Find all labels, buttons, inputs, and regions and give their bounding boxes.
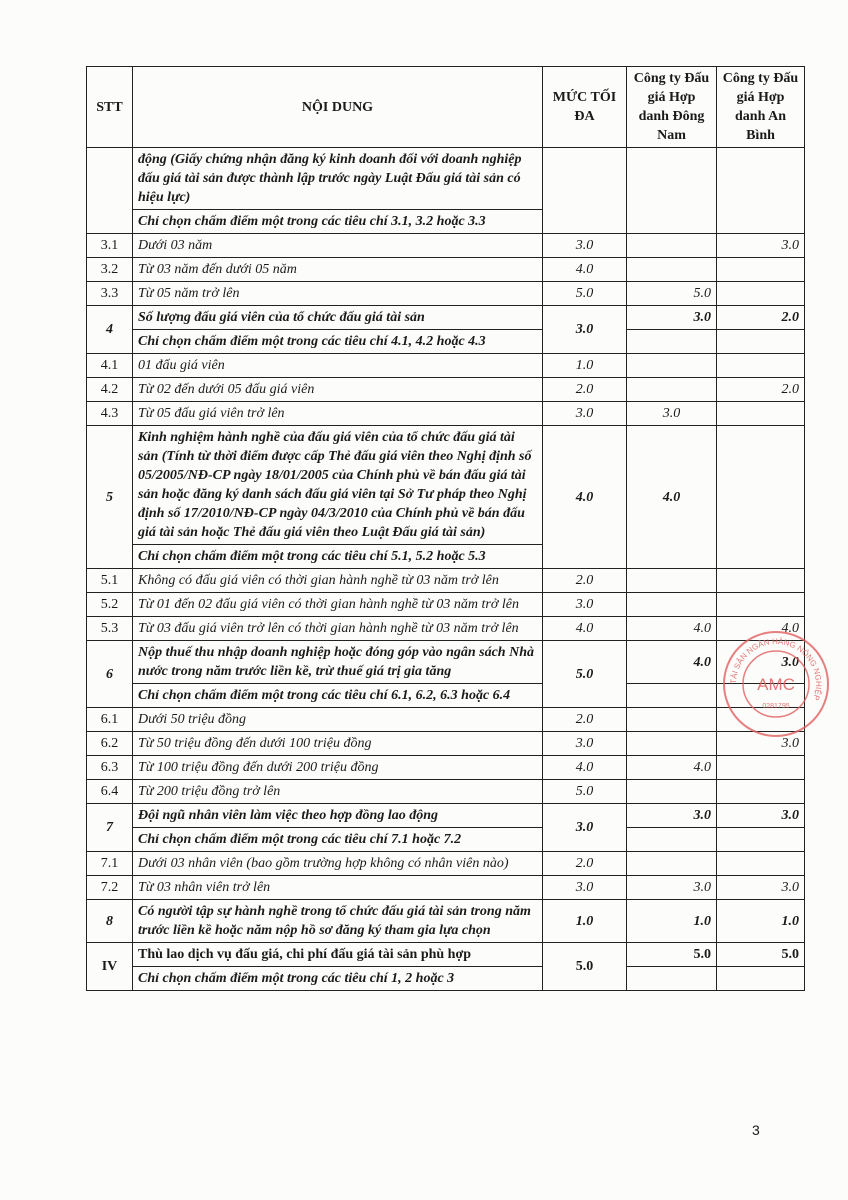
- row-stt: 8: [87, 900, 133, 943]
- table-row: [87, 876, 805, 900]
- row-score-an-binh: 1.0: [717, 900, 805, 943]
- table-row: [87, 378, 805, 402]
- row-score-dong-nam: 5.0: [627, 282, 717, 306]
- criterion-3-note: Chỉ chọn chấm điểm một trong các tiêu chí 3.1, 3.2 hoặc 3.3: [133, 210, 543, 234]
- table-row: [87, 708, 805, 732]
- row-note: Chỉ chọn chấm điểm một trong các tiêu chí 6.1, 6.2, 6.3 hoặc 6.4: [133, 684, 543, 708]
- row-stt: 6.2: [87, 732, 133, 756]
- row-max: 1.0: [543, 900, 627, 943]
- row-score-an-binh: [717, 852, 805, 876]
- table-row: [87, 943, 805, 967]
- row-content: Kinh nghiệm hành nghề của đấu giá viên của tổ chức đấu giá tài sản (Tính từ thời điểm được cấp Thẻ đấu giá viên theo Nghị định số 05/2005/NĐ-CP ngày 18/01/2005 của Chính phủ về bán đấu giá tài sản hoặc đăng ký danh sách đấu giá viên tại Sở Tư pháp theo Nghị định số 17/2010/NĐ-CP ngày 04/3/2010 của Chính phủ về bán đấu giá tài sản hoặc Thẻ đấu giá viên theo Luật Đấu giá tài sản): [133, 426, 543, 545]
- row-content: Có người tập sự hành nghề trong tổ chức đấu giá tài sản trong năm trước liền kề hoặc năm nộp hồ sơ đăng ký tham gia lựa chọn: [133, 900, 543, 943]
- table-row: [87, 402, 805, 426]
- row-stt: 6.3: [87, 756, 133, 780]
- row-max: 5.0: [543, 282, 627, 306]
- row-content: Từ 03 năm đến dưới 05 năm: [133, 258, 543, 282]
- row-content: Số lượng đấu giá viên của tổ chức đấu giá tài sản: [133, 306, 543, 330]
- table-row: [87, 780, 805, 804]
- stamp-logo-text: AMC: [757, 675, 795, 694]
- row-content: Không có đấu giá viên có thời gian hành nghề từ 03 năm trở lên: [133, 569, 543, 593]
- row-score-an-binh: [717, 354, 805, 378]
- row-score-dong-nam: [627, 780, 717, 804]
- row-stt: 6.1: [87, 708, 133, 732]
- row-max: 3.0: [543, 732, 627, 756]
- table-row: [87, 641, 805, 684]
- row-content: Từ 05 đấu giá viên trở lên: [133, 402, 543, 426]
- row-note: Chỉ chọn chấm điểm một trong các tiêu chí 4.1, 4.2 hoặc 4.3: [133, 330, 543, 354]
- row-content: 01 đấu giá viên: [133, 354, 543, 378]
- row-score-an-binh: [717, 708, 805, 732]
- table-row: [87, 330, 805, 354]
- row-stt: 7.1: [87, 852, 133, 876]
- row-score-an-binh: [717, 402, 805, 426]
- row-stt: 3.2: [87, 258, 133, 282]
- row-score-dong-nam: 4.0: [627, 641, 717, 684]
- row-content: Từ 03 đấu giá viên trở lên có thời gian hành nghề từ 03 năm trở lên: [133, 617, 543, 641]
- row-content: Từ 02 đến dưới 05 đấu giá viên: [133, 378, 543, 402]
- table-row: [87, 234, 805, 258]
- row-note: Chỉ chọn chấm điểm một trong các tiêu chí 5.1, 5.2 hoặc 5.3: [133, 545, 543, 569]
- row-score-dong-nam: [627, 708, 717, 732]
- row-score-dong-nam: 4.0: [627, 756, 717, 780]
- row-score-an-binh: 3.0: [717, 804, 805, 828]
- row-stt: IV: [87, 943, 133, 991]
- row-score-dong-nam: 3.0: [627, 804, 717, 828]
- table-row: [87, 148, 805, 210]
- row-score-an-binh: [717, 593, 805, 617]
- table-row: [87, 354, 805, 378]
- row-score-an-binh: 5.0: [717, 943, 805, 967]
- row-max: 3.0: [543, 876, 627, 900]
- scoring-table: [86, 66, 805, 991]
- row-score-an-binh: 4.0: [717, 617, 805, 641]
- row-content: Thù lao dịch vụ đấu giá, chi phí đấu giá tài sản phù hợp: [133, 943, 543, 967]
- row-stt: 6.4: [87, 780, 133, 804]
- row-score-dong-nam: 3.0: [627, 876, 717, 900]
- row-content: Từ 05 năm trở lên: [133, 282, 543, 306]
- row-score-an-binh: 2.0: [717, 378, 805, 402]
- row-max: 3.0: [543, 306, 627, 354]
- row-content: Dưới 03 nhân viên (bao gồm trường hợp không có nhân viên nào): [133, 852, 543, 876]
- row-note: Chỉ chọn chấm điểm một trong các tiêu chí 1, 2 hoặc 3: [133, 967, 543, 991]
- header-content: NỘI DUNG: [133, 67, 543, 148]
- row-score-dong-nam: [627, 732, 717, 756]
- row-max: 5.0: [543, 641, 627, 708]
- table-row: [87, 282, 805, 306]
- row-stt: 3.1: [87, 234, 133, 258]
- row-score-dong-nam: [627, 852, 717, 876]
- row-score-dong-nam: 3.0: [627, 306, 717, 330]
- row-score-dong-nam: 3.0: [627, 402, 717, 426]
- row-stt: 5: [87, 426, 133, 569]
- row-max: 3.0: [543, 593, 627, 617]
- row-score-an-binh: 3.0: [717, 234, 805, 258]
- row-max: 2.0: [543, 378, 627, 402]
- row-note: Chỉ chọn chấm điểm một trong các tiêu chí 7.1 hoặc 7.2: [133, 828, 543, 852]
- table-row: [87, 258, 805, 282]
- row-score-dong-nam: [627, 378, 717, 402]
- row-stt: 4.2: [87, 378, 133, 402]
- header-stt: STT: [87, 67, 133, 148]
- row-score-an-binh: 3.0: [717, 641, 805, 684]
- row-max: 2.0: [543, 708, 627, 732]
- row-max: 2.0: [543, 569, 627, 593]
- row-max: 4.0: [543, 756, 627, 780]
- header-company-an-binh: Công ty Đấu giá Hợp danh An Bình: [717, 67, 805, 148]
- row-max: 3.0: [543, 804, 627, 852]
- row-score-dong-nam: 4.0: [627, 426, 717, 569]
- stamp-number: 0281795: [762, 703, 790, 710]
- stamp-ring-text: TÀI SẢN NGÂN HÀNG NÔNG NGHIỆP: [728, 636, 824, 702]
- row-content: Từ 03 nhân viên trở lên: [133, 876, 543, 900]
- table-header-row: [87, 67, 805, 148]
- header-max: MỨC TỐI ĐA: [543, 67, 627, 148]
- row-score-an-binh: [717, 780, 805, 804]
- table-row: [87, 732, 805, 756]
- row-stt: 6: [87, 641, 133, 708]
- row-content: Đội ngũ nhân viên làm việc theo hợp đồng lao động: [133, 804, 543, 828]
- row-score-an-binh: [717, 282, 805, 306]
- row-max: 4.0: [543, 426, 627, 569]
- table-row: [87, 756, 805, 780]
- row-content: Dưới 03 năm: [133, 234, 543, 258]
- table-row: [87, 426, 805, 545]
- table-row: [87, 617, 805, 641]
- row-max: 1.0: [543, 354, 627, 378]
- row-stt: 4: [87, 306, 133, 354]
- row-score-an-binh: [717, 756, 805, 780]
- row-max: 5.0: [543, 780, 627, 804]
- row-score-an-binh: 2.0: [717, 306, 805, 330]
- row-score-dong-nam: 1.0: [627, 900, 717, 943]
- row-score-dong-nam: [627, 569, 717, 593]
- row-stt: 5.2: [87, 593, 133, 617]
- row-score-an-binh: [717, 258, 805, 282]
- table-row: [87, 852, 805, 876]
- row-content: Từ 01 đến 02 đấu giá viên có thời gian hành nghề từ 03 năm trở lên: [133, 593, 543, 617]
- row-stt: 7.2: [87, 876, 133, 900]
- row-max: 4.0: [543, 258, 627, 282]
- criterion-3-continuation: động (Giấy chứng nhận đăng ký kinh doanh đối với doanh nghiệp đấu giá tài sản được thành lập trước ngày Luật Đấu giá tài sản có hiệu lực): [133, 148, 543, 210]
- row-max: 4.0: [543, 617, 627, 641]
- row-stt: 3.3: [87, 282, 133, 306]
- header-company-dong-nam: Công ty Đấu giá Hợp danh Đông Nam: [627, 67, 717, 148]
- row-max: 5.0: [543, 943, 627, 991]
- row-score-an-binh: [717, 426, 805, 569]
- row-score-dong-nam: 5.0: [627, 943, 717, 967]
- row-stt: 4.1: [87, 354, 133, 378]
- row-score-an-binh: [717, 569, 805, 593]
- row-score-dong-nam: 4.0: [627, 617, 717, 641]
- table-row: [87, 684, 805, 708]
- table-row: [87, 900, 805, 943]
- table-row: [87, 593, 805, 617]
- row-stt: 5.3: [87, 617, 133, 641]
- row-score-an-binh: 3.0: [717, 876, 805, 900]
- row-stt: 7: [87, 804, 133, 852]
- row-score-dong-nam: [627, 593, 717, 617]
- row-max: 3.0: [543, 234, 627, 258]
- row-content: Nộp thuế thu nhập doanh nghiệp hoặc đóng góp vào ngân sách Nhà nước trong năm trước liền kề, trừ thuế giá trị gia tăng: [133, 641, 543, 684]
- row-score-dong-nam: [627, 234, 717, 258]
- row-score-dong-nam: [627, 258, 717, 282]
- row-content: Từ 200 triệu đồng trở lên: [133, 780, 543, 804]
- table-row: [87, 569, 805, 593]
- row-stt: 4.3: [87, 402, 133, 426]
- row-score-an-binh: 3.0: [717, 732, 805, 756]
- table-row: [87, 967, 805, 991]
- row-content: Từ 100 triệu đồng đến dưới 200 triệu đồng: [133, 756, 543, 780]
- page-number: 3: [752, 1122, 760, 1138]
- row-content: Dưới 50 triệu đồng: [133, 708, 543, 732]
- row-max: 2.0: [543, 852, 627, 876]
- row-score-dong-nam: [627, 354, 717, 378]
- table-row: [87, 306, 805, 330]
- row-stt: 5.1: [87, 569, 133, 593]
- row-max: 3.0: [543, 402, 627, 426]
- table-row: [87, 828, 805, 852]
- table-row: [87, 804, 805, 828]
- row-content: Từ 50 triệu đồng đến dưới 100 triệu đồng: [133, 732, 543, 756]
